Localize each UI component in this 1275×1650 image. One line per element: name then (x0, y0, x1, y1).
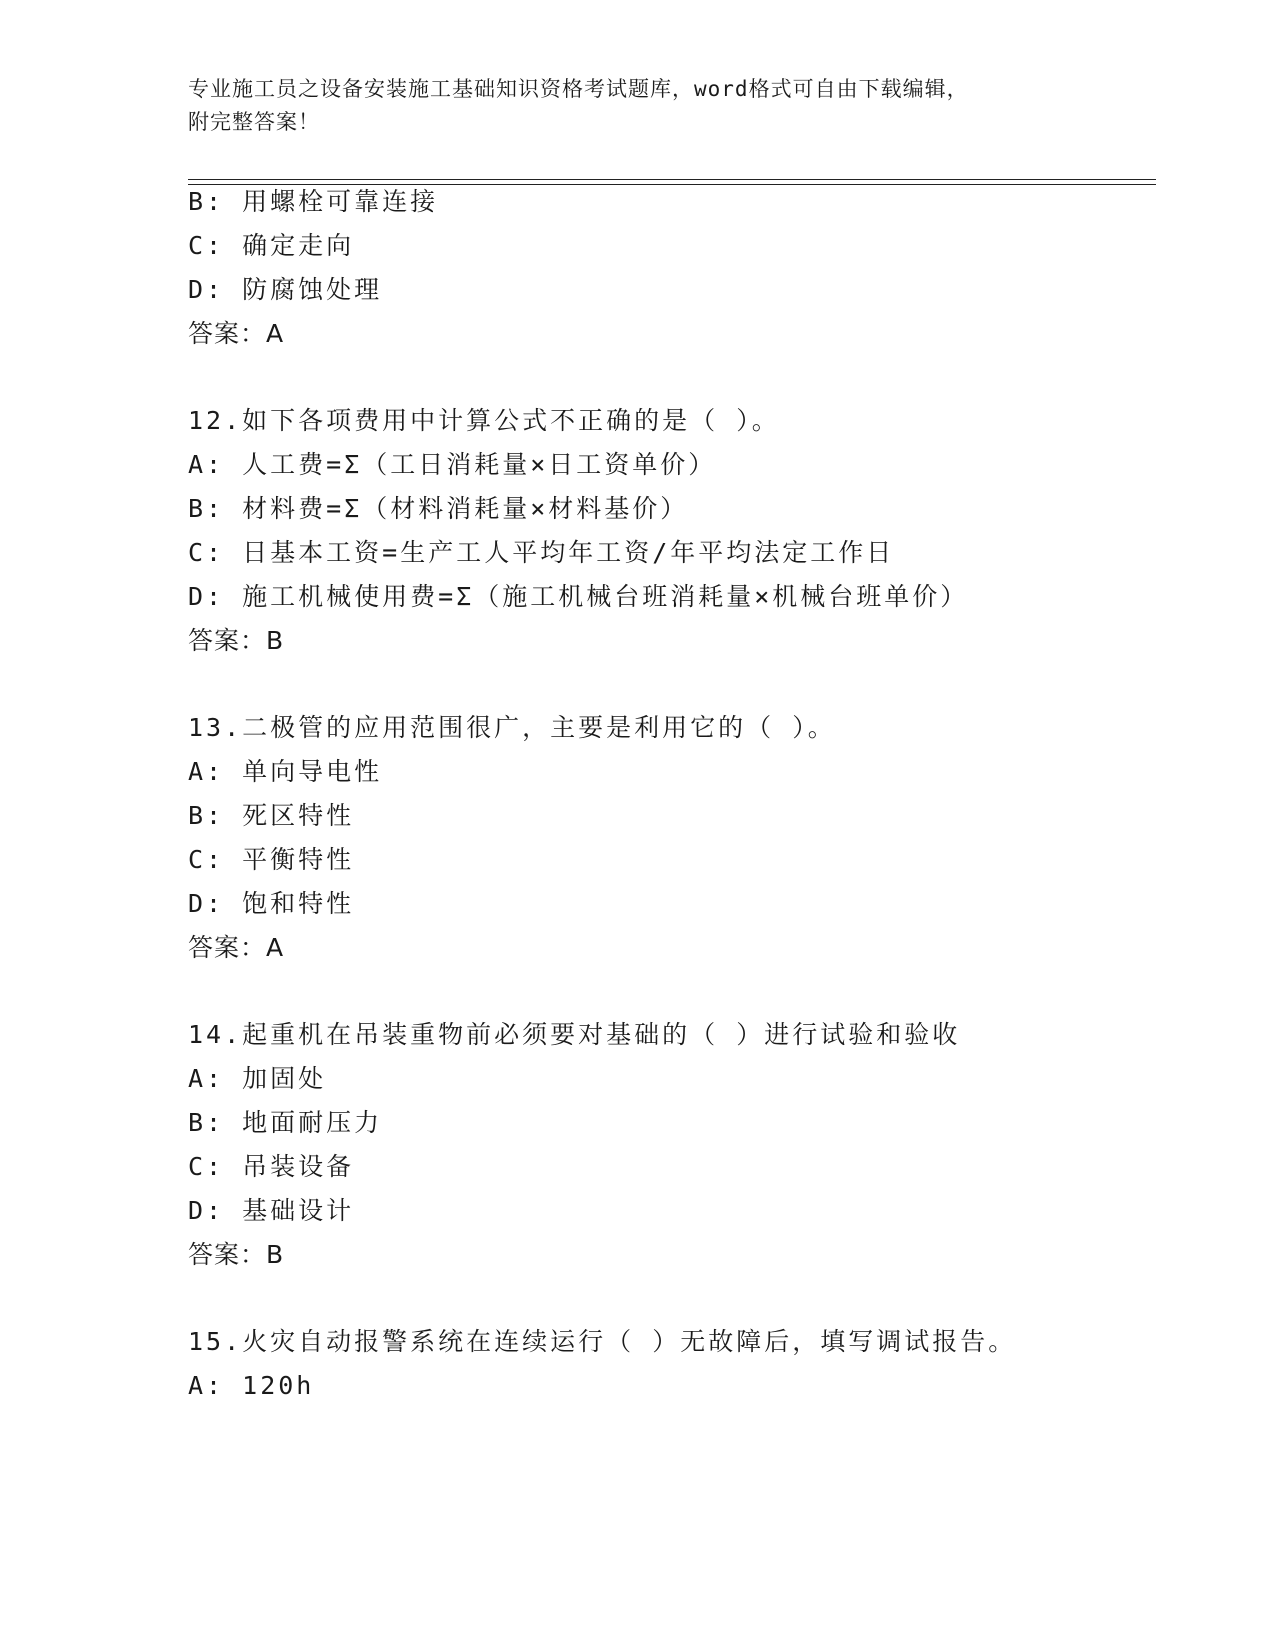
question-stem: 13.二极管的应用范围很广，主要是利用它的（ ）。 (188, 713, 836, 742)
question-stem: 14.起重机在吊装重物前必须要对基础的（ ）进行试验和验收 (188, 1020, 961, 1049)
answer-line: 答案：B (188, 626, 285, 655)
option-a: A: 加固处 (188, 1064, 327, 1093)
header-line-1: 专业施工员之设备安装施工基础知识资格考试题库，word格式可自由下载编辑， (188, 77, 969, 101)
option-a: A: 单向导电性 (188, 757, 383, 786)
option-c: C: 吊装设备 (188, 1152, 355, 1181)
answer-line: 答案：A (188, 319, 285, 348)
option-a: A: 120h (188, 1371, 315, 1400)
header-divider-top (188, 179, 1156, 180)
option-d: D: 基础设计 (188, 1196, 355, 1225)
option-b: B: 用螺栓可靠连接 (188, 187, 439, 216)
option-d: D: 施工机械使用费=Σ（施工机械台班消耗量×机械台班单价） (188, 582, 969, 611)
question-stem: 15.火灾自动报警系统在连续运行（ ）无故障后，填写调试报告。 (188, 1327, 1017, 1356)
option-c: C: 平衡特性 (188, 845, 355, 874)
answer-line: 答案：A (188, 933, 285, 962)
option-b: B: 材料费=Σ（材料消耗量×材料基价） (188, 494, 689, 523)
question-stem: 12.如下各项费用中计算公式不正确的是（ ）。 (188, 406, 780, 435)
header-line-2: 附完整答案！ (188, 110, 320, 134)
option-a: A: 人工费=Σ（工日消耗量×日工资单价） (188, 450, 717, 479)
option-b: B: 死区特性 (188, 801, 355, 830)
option-d: D: 防腐蚀处理 (188, 275, 383, 304)
header-divider-bottom (188, 184, 1156, 185)
option-d: D: 饱和特性 (188, 889, 355, 918)
option-c: C: 确定走向 (188, 231, 355, 260)
option-c: C: 日基本工资=生产工人平均年工资/年平均法定工作日 (188, 538, 895, 567)
option-b: B: 地面耐压力 (188, 1108, 383, 1137)
answer-line: 答案：B (188, 1240, 285, 1269)
document-header (188, 73, 1088, 139)
